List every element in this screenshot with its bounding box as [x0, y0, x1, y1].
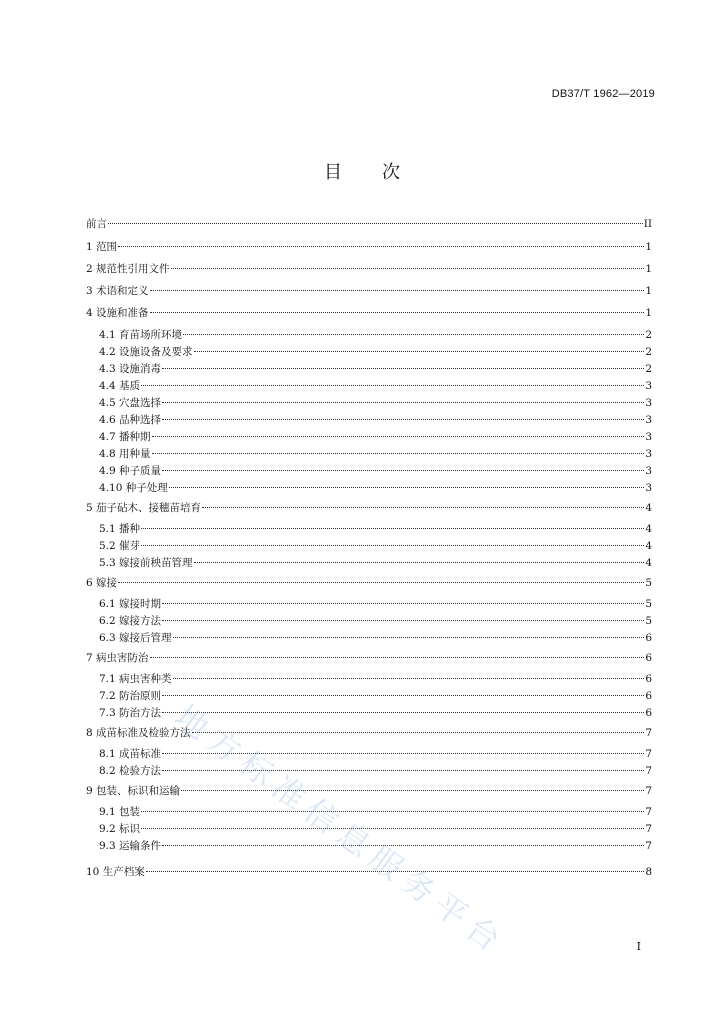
page-title: 目次: [324, 162, 440, 183]
toc-entry-page: 7: [645, 727, 652, 739]
toc-dot-leader: [173, 637, 645, 638]
toc-entry-label: 9.1 包装: [99, 806, 141, 818]
toc-dot-leader: [150, 312, 645, 313]
toc-entry-label: 前言: [86, 218, 107, 230]
toc-entry-page: 1: [645, 307, 652, 319]
toc-entry[interactable]: [99, 706, 652, 720]
toc-entry-label: 4.10 种子处理: [99, 482, 168, 494]
toc-entry-label: 5.2 催芽: [99, 540, 141, 552]
toc-dot-leader: [141, 528, 644, 529]
toc-entry-label: 4.7 播种期: [99, 431, 151, 443]
toc-entry[interactable]: [86, 726, 652, 740]
toc-entry[interactable]: [99, 539, 652, 553]
toc-entry[interactable]: [86, 217, 652, 231]
toc-entry[interactable]: [99, 597, 652, 611]
toc-entry[interactable]: [99, 464, 652, 478]
toc-dot-leader: [162, 845, 644, 846]
toc-entry[interactable]: [99, 345, 652, 359]
toc-entry[interactable]: [99, 430, 652, 444]
toc-dot-leader: [162, 753, 644, 754]
toc-entry-page: 7: [645, 823, 652, 835]
watermark: 地方标准信息服务平台: [167, 697, 514, 964]
toc-entry-label: 9.3 运输条件: [99, 840, 162, 852]
toc-entry-label: 5.1 播种: [99, 523, 141, 535]
toc-entry-page: 4: [645, 557, 652, 569]
toc-entry[interactable]: [86, 784, 652, 798]
toc-entry-page: 4: [645, 502, 652, 514]
toc-entry-page: 7: [645, 840, 652, 852]
toc-entry-page: 7: [645, 806, 652, 818]
toc-dot-leader: [162, 603, 644, 604]
toc-dot-leader: [202, 507, 644, 508]
toc-entry[interactable]: [99, 362, 652, 376]
toc-entry[interactable]: [86, 306, 652, 320]
toc-dot-leader: [173, 678, 645, 679]
toc-entry-label: 6 嫁接: [86, 577, 118, 589]
toc-entry[interactable]: [86, 651, 652, 665]
toc-dot-leader: [181, 790, 644, 791]
toc-dot-leader: [162, 419, 644, 420]
toc-entry[interactable]: [86, 284, 652, 298]
toc-entry[interactable]: [99, 413, 652, 427]
toc-dot-leader: [192, 732, 645, 733]
toc-entry-page: 8: [645, 866, 652, 878]
toc-entry[interactable]: [86, 865, 652, 879]
toc-dot-leader: [141, 545, 644, 546]
toc-entry-label: 4.1 育苗场所环境: [99, 329, 183, 341]
toc-dot-leader: [141, 828, 644, 829]
toc-entry[interactable]: [99, 689, 652, 703]
toc-entry-label: 9 包装、标识和运输: [86, 785, 181, 797]
toc-entry[interactable]: [86, 240, 652, 254]
toc-entry-label: 4.9 种子质量: [99, 465, 162, 477]
toc-entry-page: 3: [645, 465, 652, 477]
toc-entry-label: 6.1 嫁接时期: [99, 598, 162, 610]
toc-dot-leader: [162, 695, 644, 696]
toc-dot-leader: [162, 770, 644, 771]
toc-dot-leader: [118, 246, 644, 247]
toc-dot-leader: [152, 453, 645, 454]
toc-dot-leader: [150, 657, 645, 658]
toc-dot-leader: [162, 402, 644, 403]
toc-dot-leader: [162, 712, 644, 713]
toc-entry-label: 6.2 嫁接方法: [99, 615, 162, 627]
toc-entry-page: 2: [645, 346, 652, 358]
toc-entry[interactable]: [99, 481, 652, 495]
toc-entry[interactable]: [86, 576, 652, 590]
toc-entry[interactable]: [99, 764, 652, 778]
toc-entry-label: 7.2 防治原则: [99, 690, 162, 702]
toc-entry-page: 1: [645, 285, 652, 297]
toc-dot-leader: [141, 811, 644, 812]
toc-entry-page: 6: [645, 690, 652, 702]
toc-dot-leader: [141, 385, 644, 386]
toc-entry-label: 4.8 用种量: [99, 448, 151, 460]
toc-entry-label: 10 生产档案: [86, 866, 145, 878]
toc-entry-label: 4.6 品种选择: [99, 414, 162, 426]
toc-entry[interactable]: [99, 379, 652, 393]
toc-entry-page: 5: [645, 577, 652, 589]
toc-entry-page: 3: [645, 380, 652, 392]
toc-dot-leader: [171, 268, 645, 269]
toc-entry-page: 7: [645, 748, 652, 760]
toc-dot-leader: [108, 223, 643, 224]
toc-entry[interactable]: [99, 447, 652, 461]
toc-entry-page: II: [643, 218, 652, 230]
toc-entry-page: 6: [645, 707, 652, 719]
toc-entry-page: 7: [645, 785, 652, 797]
toc-dot-leader: [162, 368, 644, 369]
toc-entry-label: 3 术语和定义: [86, 285, 149, 297]
toc-entry-label: 4 设施和准备: [86, 307, 149, 319]
toc-dot-leader: [169, 487, 645, 488]
toc-entry[interactable]: [99, 672, 652, 686]
toc-entry-label: 9.2 标识: [99, 823, 141, 835]
toc-entry[interactable]: [99, 396, 652, 410]
toc-entry-label: 8.2 检验方法: [99, 765, 162, 777]
toc-entry[interactable]: [99, 631, 652, 645]
toc-entry-page: 5: [645, 598, 652, 610]
toc-entry-label: 8.1 成苗标准: [99, 748, 162, 760]
toc-entry[interactable]: [99, 822, 652, 836]
toc-entry-label: 5 茄子砧木、接穗苗培育: [86, 502, 202, 514]
toc-entry-label: 1 范围: [86, 241, 118, 253]
toc-entry[interactable]: [99, 614, 652, 628]
toc-entry-page: 4: [645, 523, 652, 535]
toc-entry[interactable]: [99, 522, 652, 536]
toc-entry-label: 4.5 穴盘选择: [99, 397, 162, 409]
toc-entry-label: 7.3 防治方法: [99, 707, 162, 719]
toc-entry[interactable]: [99, 747, 652, 761]
standard-code: DB37/T 1962—2019: [551, 88, 655, 100]
toc-dot-leader: [162, 620, 644, 621]
toc-entry-page: 3: [645, 448, 652, 460]
toc-entry-label: 4.3 设施消毒: [99, 363, 162, 375]
toc-entry-page: 3: [645, 482, 652, 494]
toc-entry-label: 6.3 嫁接后管理: [99, 632, 172, 644]
toc-entry-page: 6: [645, 673, 652, 685]
page-number: I: [636, 940, 641, 953]
toc-entry[interactable]: [86, 501, 652, 515]
toc-entry-page: 5: [645, 615, 652, 627]
toc-entry-page: 2: [645, 363, 652, 375]
toc-dot-leader: [194, 351, 645, 352]
toc-entry[interactable]: [99, 556, 652, 570]
toc-entry-label: 4.2 设施设备及要求: [99, 346, 193, 358]
toc-entry[interactable]: [99, 805, 652, 819]
toc-entry-label: 7 病虫害防治: [86, 652, 149, 664]
toc-entry-page: 1: [645, 263, 652, 275]
toc-entry-page: 3: [645, 397, 652, 409]
toc-entry[interactable]: [86, 262, 652, 276]
toc-entry-label: 7.1 病虫害种类: [99, 673, 172, 685]
toc-dot-leader: [150, 290, 645, 291]
toc-dot-leader: [152, 436, 645, 437]
toc-entry-label: 4.4 基质: [99, 380, 141, 392]
toc-entry[interactable]: [99, 839, 652, 853]
toc-dot-leader: [183, 334, 644, 335]
toc-dot-leader: [162, 470, 644, 471]
toc-entry-page: 3: [645, 431, 652, 443]
toc-dot-leader: [118, 582, 644, 583]
toc-entry-page: 7: [645, 765, 652, 777]
toc-entry-page: 1: [645, 241, 652, 253]
toc-entry-label: 5.3 嫁接前秧苗管理: [99, 557, 193, 569]
toc-entry-page: 3: [645, 414, 652, 426]
toc-dot-leader: [194, 562, 645, 563]
toc-entry-page: 4: [645, 540, 652, 552]
toc-entry[interactable]: [99, 328, 652, 342]
toc-entry-page: 2: [645, 329, 652, 341]
toc-entry-page: 6: [645, 632, 652, 644]
toc-dot-leader: [146, 871, 645, 872]
toc-entry-label: 8 成苗标准及检验方法: [86, 727, 191, 739]
toc-entry-page: 6: [645, 652, 652, 664]
toc-entry-label: 2 规范性引用文件: [86, 263, 170, 275]
